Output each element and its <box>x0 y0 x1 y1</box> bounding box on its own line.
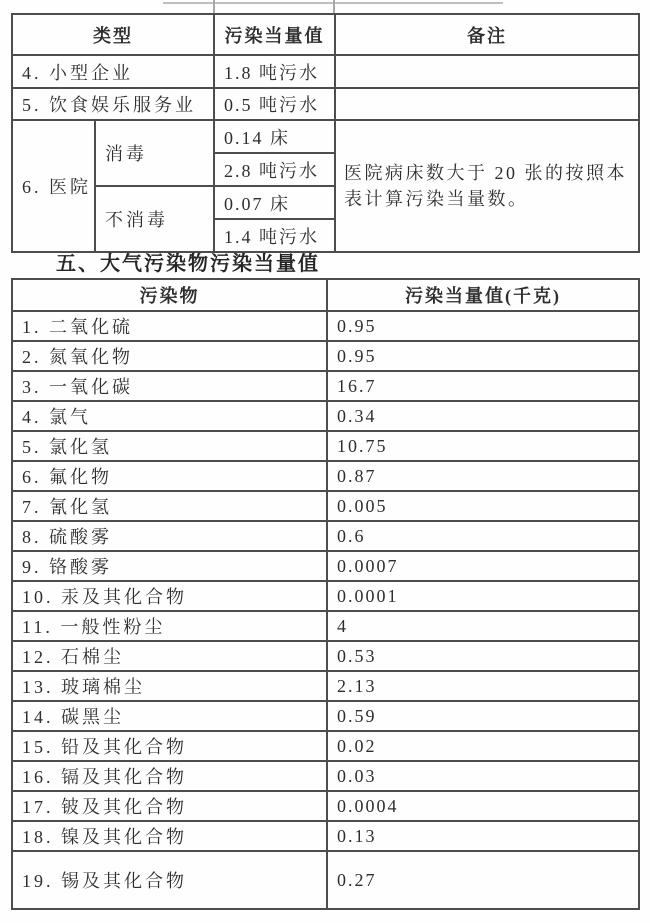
table-header-row <box>12 279 639 311</box>
type-cell: 5. 饮食娱乐服务业 <box>12 88 214 120</box>
col-header-note: 备注 <box>335 14 639 55</box>
pollutant-name-cell: 11. 一般性粉尘 <box>12 611 327 641</box>
pollutant-value-cell: 0.6 <box>327 521 639 551</box>
pollutant-name-cell: 10. 汞及其化合物 <box>12 581 327 611</box>
value-cell: 0.5 吨污水 <box>214 88 335 120</box>
table-row <box>12 791 639 821</box>
pollutant-name-cell: 2. 氮氧化物 <box>12 341 327 371</box>
table-row <box>12 641 639 671</box>
col-header-pollutant: 污染物 <box>12 279 327 311</box>
table-row <box>12 761 639 791</box>
pollutant-value-cell: 10.75 <box>327 431 639 461</box>
table-row <box>12 581 639 611</box>
section-title: 五、大气污染物污染当量值 <box>56 253 320 275</box>
value-cell: 0.07 床 <box>214 186 335 219</box>
table-row <box>12 311 639 341</box>
note-cell <box>335 55 639 88</box>
value-cell: 0.14 床 <box>214 120 335 153</box>
table-row <box>12 120 639 153</box>
pollutant-name-cell: 12. 石棉尘 <box>12 641 327 671</box>
type-cell-hospital: 6. 医院 <box>12 120 95 252</box>
table-header-row <box>12 14 639 55</box>
pollutant-value-cell: 0.0004 <box>327 791 639 821</box>
pollutant-value-cell: 0.13 <box>327 821 639 851</box>
table-row <box>12 401 639 431</box>
value-cell: 1.8 吨污水 <box>214 55 335 88</box>
pollutant-name-cell: 18. 镍及其化合物 <box>12 821 327 851</box>
pollutant-name-cell: 19. 锡及其化合物 <box>12 851 327 909</box>
value-cell: 2.8 吨污水 <box>214 153 335 186</box>
pollutant-value-cell: 2.13 <box>327 671 639 701</box>
pollutant-value-cell: 0.27 <box>327 851 639 909</box>
table-row <box>12 701 639 731</box>
value-cell: 1.4 吨污水 <box>214 219 335 252</box>
table-row <box>12 521 639 551</box>
pollutant-name-cell: 14. 碳黑尘 <box>12 701 327 731</box>
table-row <box>12 821 639 851</box>
pollutant-value-cell: 0.0007 <box>327 551 639 581</box>
col-header-equivalent-value: 污染当量值 <box>214 14 335 55</box>
pollutant-name-cell: 1. 二氧化硫 <box>12 311 327 341</box>
pollutant-value-cell: 0.53 <box>327 641 639 671</box>
pollutant-value-cell: 0.0001 <box>327 581 639 611</box>
pollutant-name-cell: 9. 铬酸雾 <box>12 551 327 581</box>
pollutant-name-cell: 15. 铅及其化合物 <box>12 731 327 761</box>
col-header-equivalent-value-kg: 污染当量值(千克) <box>327 279 639 311</box>
pollutant-value-cell: 0.34 <box>327 401 639 431</box>
pollutant-name-cell: 13. 玻璃棉尘 <box>12 671 327 701</box>
pollutant-name-cell: 7. 氰化氢 <box>12 491 327 521</box>
pollutant-name-cell: 16. 镉及其化合物 <box>12 761 327 791</box>
page-crop-artifact-stub-right <box>333 0 335 13</box>
pollutant-value-cell: 0.02 <box>327 731 639 761</box>
pollutant-value-cell: 4 <box>327 611 639 641</box>
air-pollutant-equivalent-table <box>11 278 640 910</box>
type-cell: 4. 小型企业 <box>12 55 214 88</box>
wastewater-equivalent-table <box>11 13 640 253</box>
table-row <box>12 671 639 701</box>
page-crop-artifact-stub-left <box>213 0 215 13</box>
pollutant-name-cell: 17. 铍及其化合物 <box>12 791 327 821</box>
note-cell <box>335 88 639 120</box>
pollutant-value-cell: 0.005 <box>327 491 639 521</box>
pollutant-value-cell: 0.95 <box>327 311 639 341</box>
pollutant-name-cell: 8. 硫酸雾 <box>12 521 327 551</box>
col-header-type: 类型 <box>12 14 214 55</box>
subtype-cell-non-disinfect: 不消毒 <box>95 186 214 252</box>
table-row <box>12 551 639 581</box>
pollutant-name-cell: 4. 氯气 <box>12 401 327 431</box>
subtype-cell-disinfect: 消毒 <box>95 120 214 186</box>
table-row <box>12 431 639 461</box>
pollutant-value-cell: 16.7 <box>327 371 639 401</box>
table-row <box>12 731 639 761</box>
table-row <box>12 371 639 401</box>
table-row <box>12 491 639 521</box>
pollutant-name-cell: 6. 氟化物 <box>12 461 327 491</box>
table-row <box>12 851 639 909</box>
pollutant-value-cell: 0.95 <box>327 341 639 371</box>
pollutant-value-cell: 0.03 <box>327 761 639 791</box>
table-row <box>12 461 639 491</box>
pollutant-value-cell: 0.59 <box>327 701 639 731</box>
pollutant-name-cell: 3. 一氧化碳 <box>12 371 327 401</box>
table-row <box>12 88 639 120</box>
note-cell-hospital: 医院病床数大于 20 张的按照本表计算污染当量数。 <box>335 120 639 252</box>
pollutant-name-cell: 5. 氯化氢 <box>12 431 327 461</box>
pollutant-value-cell: 0.87 <box>327 461 639 491</box>
table-row <box>12 341 639 371</box>
table-row <box>12 55 639 88</box>
table-row <box>12 611 639 641</box>
